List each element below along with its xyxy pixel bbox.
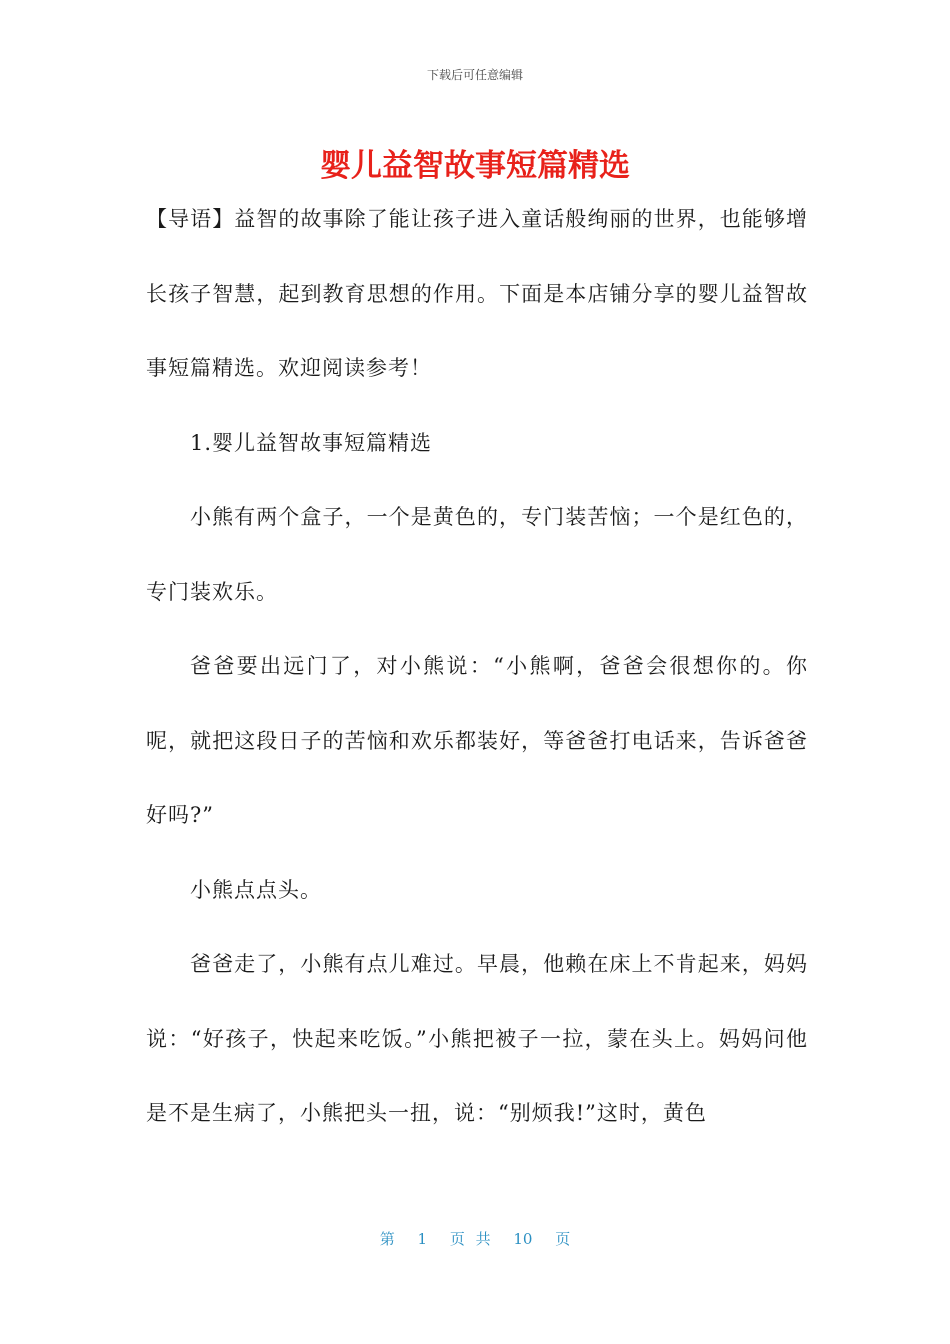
- story-paragraph: 爸爸要出远门了，对小熊说：“小熊啊，爸爸会很想你的。你呢，就把这段日子的苦恼和欢乐都装好，等爸爸打电话来，告诉爸爸好吗?”: [146, 654, 808, 827]
- page-label: 第: [379, 1230, 395, 1248]
- page-current: 1: [417, 1230, 428, 1248]
- intro-paragraph: 【导语】益智的故事除了能让孩子进入童话般绚丽的世界，也能够增长孩子智慧，起到教育思想的作用。下面是本店铺分享的婴儿益智故事短篇精选。欢迎阅读参考！: [146, 207, 808, 380]
- page-footer: [0, 1228, 950, 1249]
- story-paragraph: 小熊有两个盒子，一个是黄色的，专门装苦恼；一个是红色的，专门装欢乐。: [146, 505, 808, 604]
- document-title: 婴儿益智故事短篇精选: [320, 148, 630, 184]
- page-total: 10: [513, 1230, 533, 1248]
- page-end: 页: [555, 1230, 571, 1248]
- page-header-note: 下载后可任意编辑: [426, 68, 523, 82]
- page-mid: 页 共: [449, 1230, 491, 1248]
- story-paragraph: 爸爸走了，小熊有点儿难过。早晨，他赖在床上不肯起来，妈妈说：“好孩子，快起来吃饭。”小熊把被子一拉，蒙在头上。妈妈问他是不是生病了，小熊把头一扭，说：“别烦我!”这时，黄色: [146, 952, 808, 1125]
- story-paragraph: 小熊点点头。: [190, 877, 322, 902]
- section-heading: 1.婴儿益智故事短篇精选: [190, 430, 433, 455]
- document-body: [146, 182, 808, 1151]
